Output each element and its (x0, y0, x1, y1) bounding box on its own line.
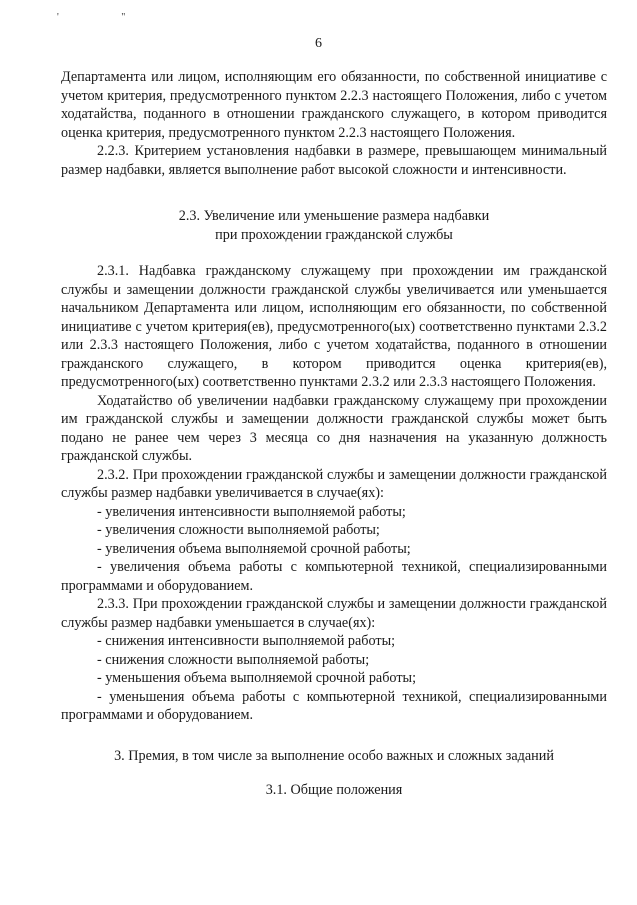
paragraph-2-3-2: 2.3.2. При прохождении гражданской службы и замещении должности гражданской службы размер надбавки увеличивается в случае(ях): (61, 466, 607, 501)
section-heading-2-3 (61, 207, 607, 244)
list-item: - снижения сложности выполняемой работы; (97, 651, 370, 668)
scan-marks: ' " (57, 12, 156, 23)
paragraph-2-2-3: 2.2.3. Критерием установления надбавки в размере, превышающем минимальный размер надбавки, является выполнение работ высокой сложности и интенсивности. (61, 143, 607, 178)
paragraph-2-3-1: 2.3.1. Надбавка гражданскому служащему при прохождении им гражданской службы и замещении должности гражданской службы увеличивается или уменьшается начальником Департамента или лицом, исполняющим его обязанности, по собственной инициативе с учетом критерия(ев), предусмотренного(ых) соответственно пунктами 2.3.2 или 2.3.3 настоящего Положения, либо с учетом ходатайства, поданного в отношении гражданского служащего, в котором приводится оценка критерия(ев), предусмотренного(ых) соответственно пунктами 2.3.2 или 2.3.3 настоящего Положения. (61, 263, 607, 390)
document-body (61, 68, 607, 800)
list-item: - уменьшения объема выполняемой срочной работы; (97, 670, 417, 686)
paragraph-petition: Ходатайство об увеличении надбавки гражданскому служащему при прохождении им гражданской службы и замещении должности гражданской службы может быть подано не ранее чем через 3 месяца со дня назначения на указанную должность гражданской службы. (61, 392, 607, 464)
list-item: - увеличения объема работы с компьютерной техникой, специализированными программами и оборудованием. (61, 559, 607, 594)
list-item: - уменьшения объема работы с компьютерной техникой, специализированными программами и оборудованием. (61, 688, 607, 723)
list-item: - увеличения интенсивности выполняемой работы; (97, 503, 406, 520)
paragraph-continuation: Департамента или лицом, исполняющим его обязанности, по собственной инициативе с учетом критерия, предусмотренного пунктом 2.2.3 настоящего Положения, либо с учетом ходатайства, поданного в отношении гражданского служащего, в котором приводится оценка критерия, предусмотренного пунктом 2.2.3 настоящего Положения. (61, 69, 607, 141)
page-number: 6 (315, 36, 322, 51)
section-heading-3: 3. Премия, в том числе за выполнение особо важных и сложных заданий (114, 747, 554, 764)
list-item: - увеличения сложности выполняемой работы; (97, 522, 380, 538)
section-heading-2-3-line1: 2.3. Увеличение или уменьшение размера надбавки (178, 208, 490, 224)
paragraph-2-3-3: 2.3.3. При прохождении гражданской службы и замещении должности гражданской службы размер надбавки уменьшается в случае(ях): (61, 596, 607, 631)
section-heading-2-3-line2: при прохождении гражданской службы (215, 226, 453, 243)
list-item: - увеличения объема выполняемой срочной работы; (97, 540, 411, 557)
list-item: - снижения интенсивности выполняемой работы; (97, 633, 396, 649)
section-heading-3-1: 3.1. Общие положения (265, 782, 403, 798)
